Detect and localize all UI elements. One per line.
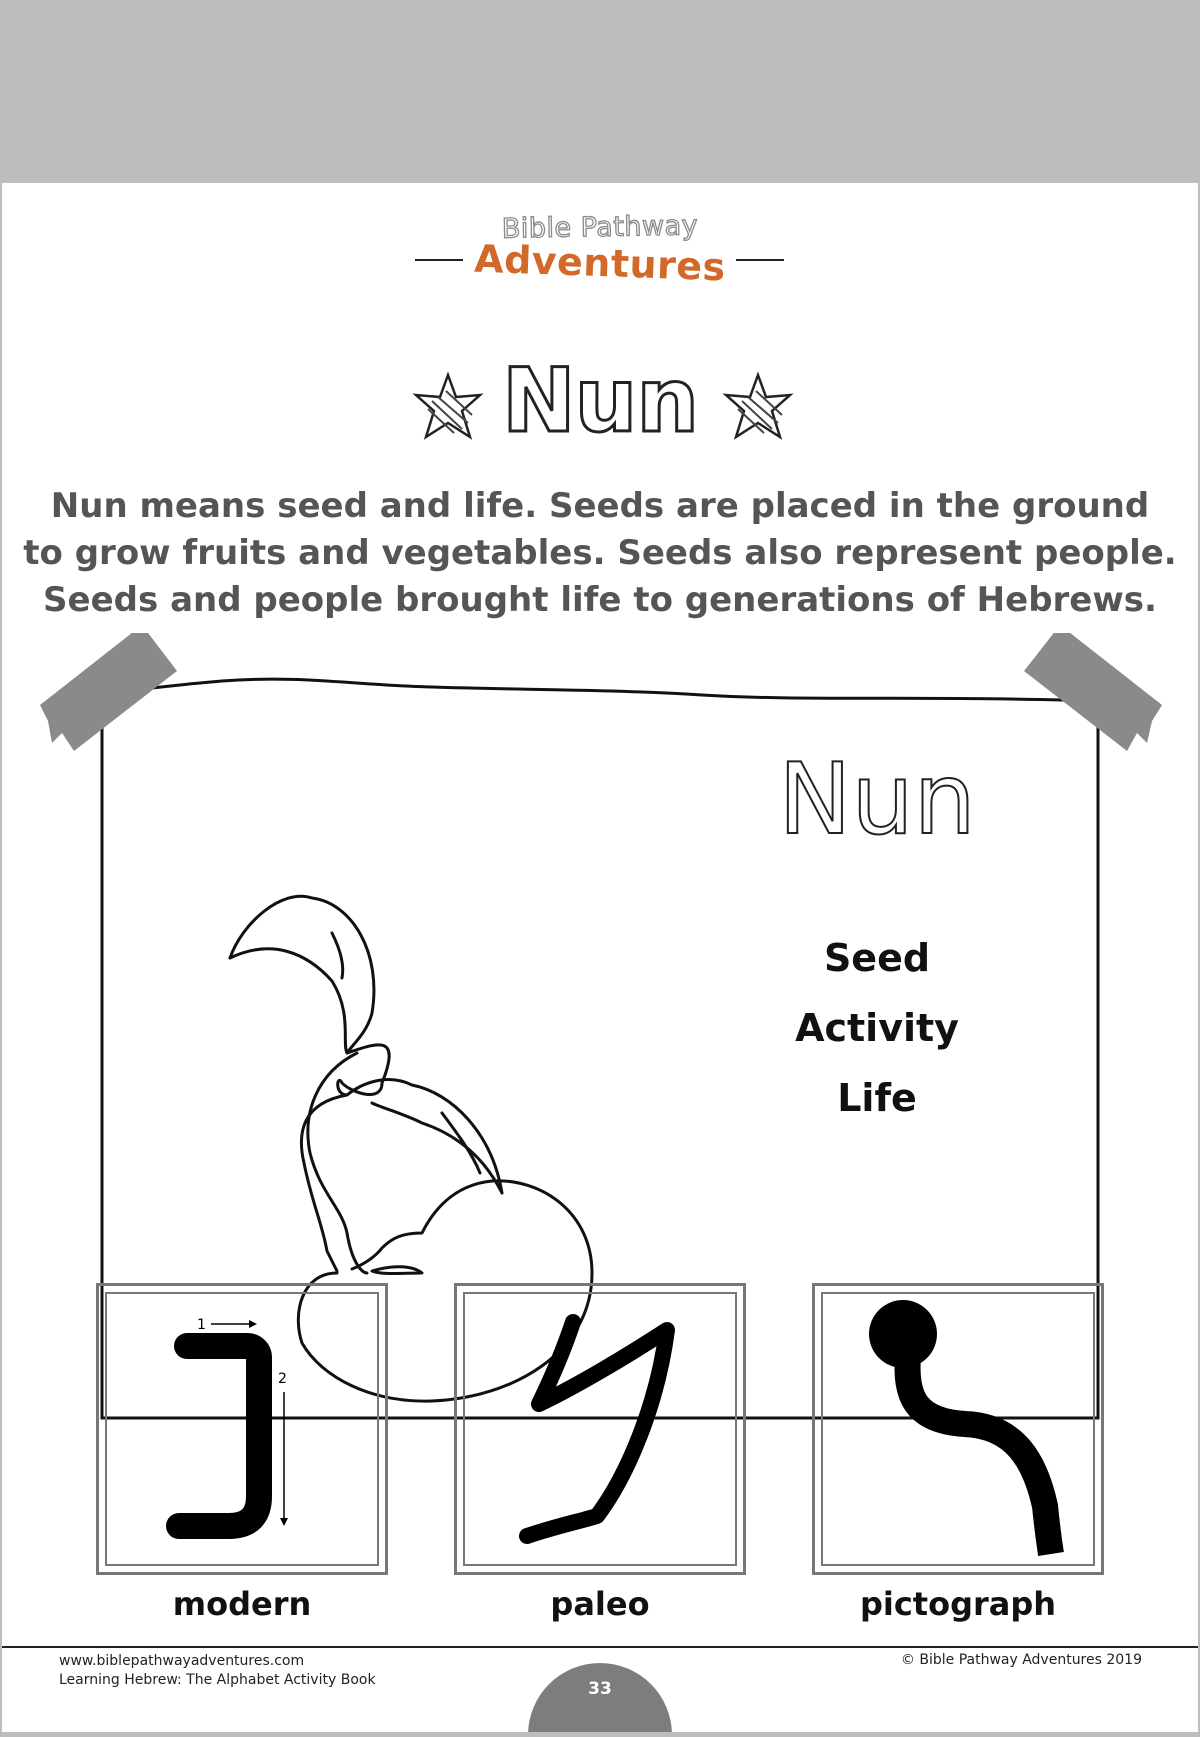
modern-nun-glyph: [99, 1286, 391, 1578]
footer-left: [59, 1652, 376, 1690]
logo-rule-left: [415, 259, 463, 261]
description-line: to grow fruits and vegetables. Seeds also represent people.: [23, 533, 1177, 573]
description-line: Seeds and people brought life to generations of Hebrews.: [43, 580, 1157, 620]
card-label-pictograph: pictograph: [859, 1585, 1057, 1623]
stroke-label: 1: [197, 1317, 206, 1333]
title-row: [2, 349, 1198, 452]
logo-rule-right: [736, 259, 784, 261]
footer-rule: [2, 1646, 1198, 1648]
board-word: Activity: [795, 1006, 959, 1050]
board-word: Seed: [823, 936, 931, 980]
letter-cards: [2, 1283, 1198, 1623]
footer-copyright: © Bible Pathway Adventures 2019: [900, 1652, 1142, 1668]
page-title: Nun: [502, 349, 698, 452]
page-number-badge: 33: [528, 1663, 672, 1732]
pictograph-nun-glyph: [815, 1286, 1107, 1578]
brand-logo-line2: Adventures: [473, 236, 727, 290]
card-paleo: [454, 1283, 746, 1575]
footer-book-title: Learning Hebrew: The Alphabet Activity Book: [59, 1672, 376, 1688]
board-letter-name: Nun: [778, 743, 976, 857]
brand-logo: [2, 210, 1198, 290]
stroke-label: 2: [278, 1371, 287, 1387]
card-pictograph: [812, 1283, 1104, 1575]
top-band: [0, 0, 1200, 183]
description-line: Nun means seed and life. Seeds are placed in the ground: [50, 486, 1150, 526]
footer-website[interactable]: www.biblepathwayadventures.com: [59, 1653, 305, 1669]
card-label-modern: modern: [172, 1585, 312, 1623]
description: [22, 483, 1178, 624]
board-word: Life: [837, 1076, 917, 1120]
board-word-list: [742, 923, 1012, 1133]
card-label-paleo: paleo: [550, 1585, 650, 1623]
brand-logo-line1: Bible Pathway: [501, 210, 699, 245]
paleo-nun-glyph: [457, 1286, 749, 1578]
worksheet-page: [2, 183, 1198, 1732]
card-modern: [96, 1283, 388, 1575]
star-icon: [722, 371, 794, 443]
